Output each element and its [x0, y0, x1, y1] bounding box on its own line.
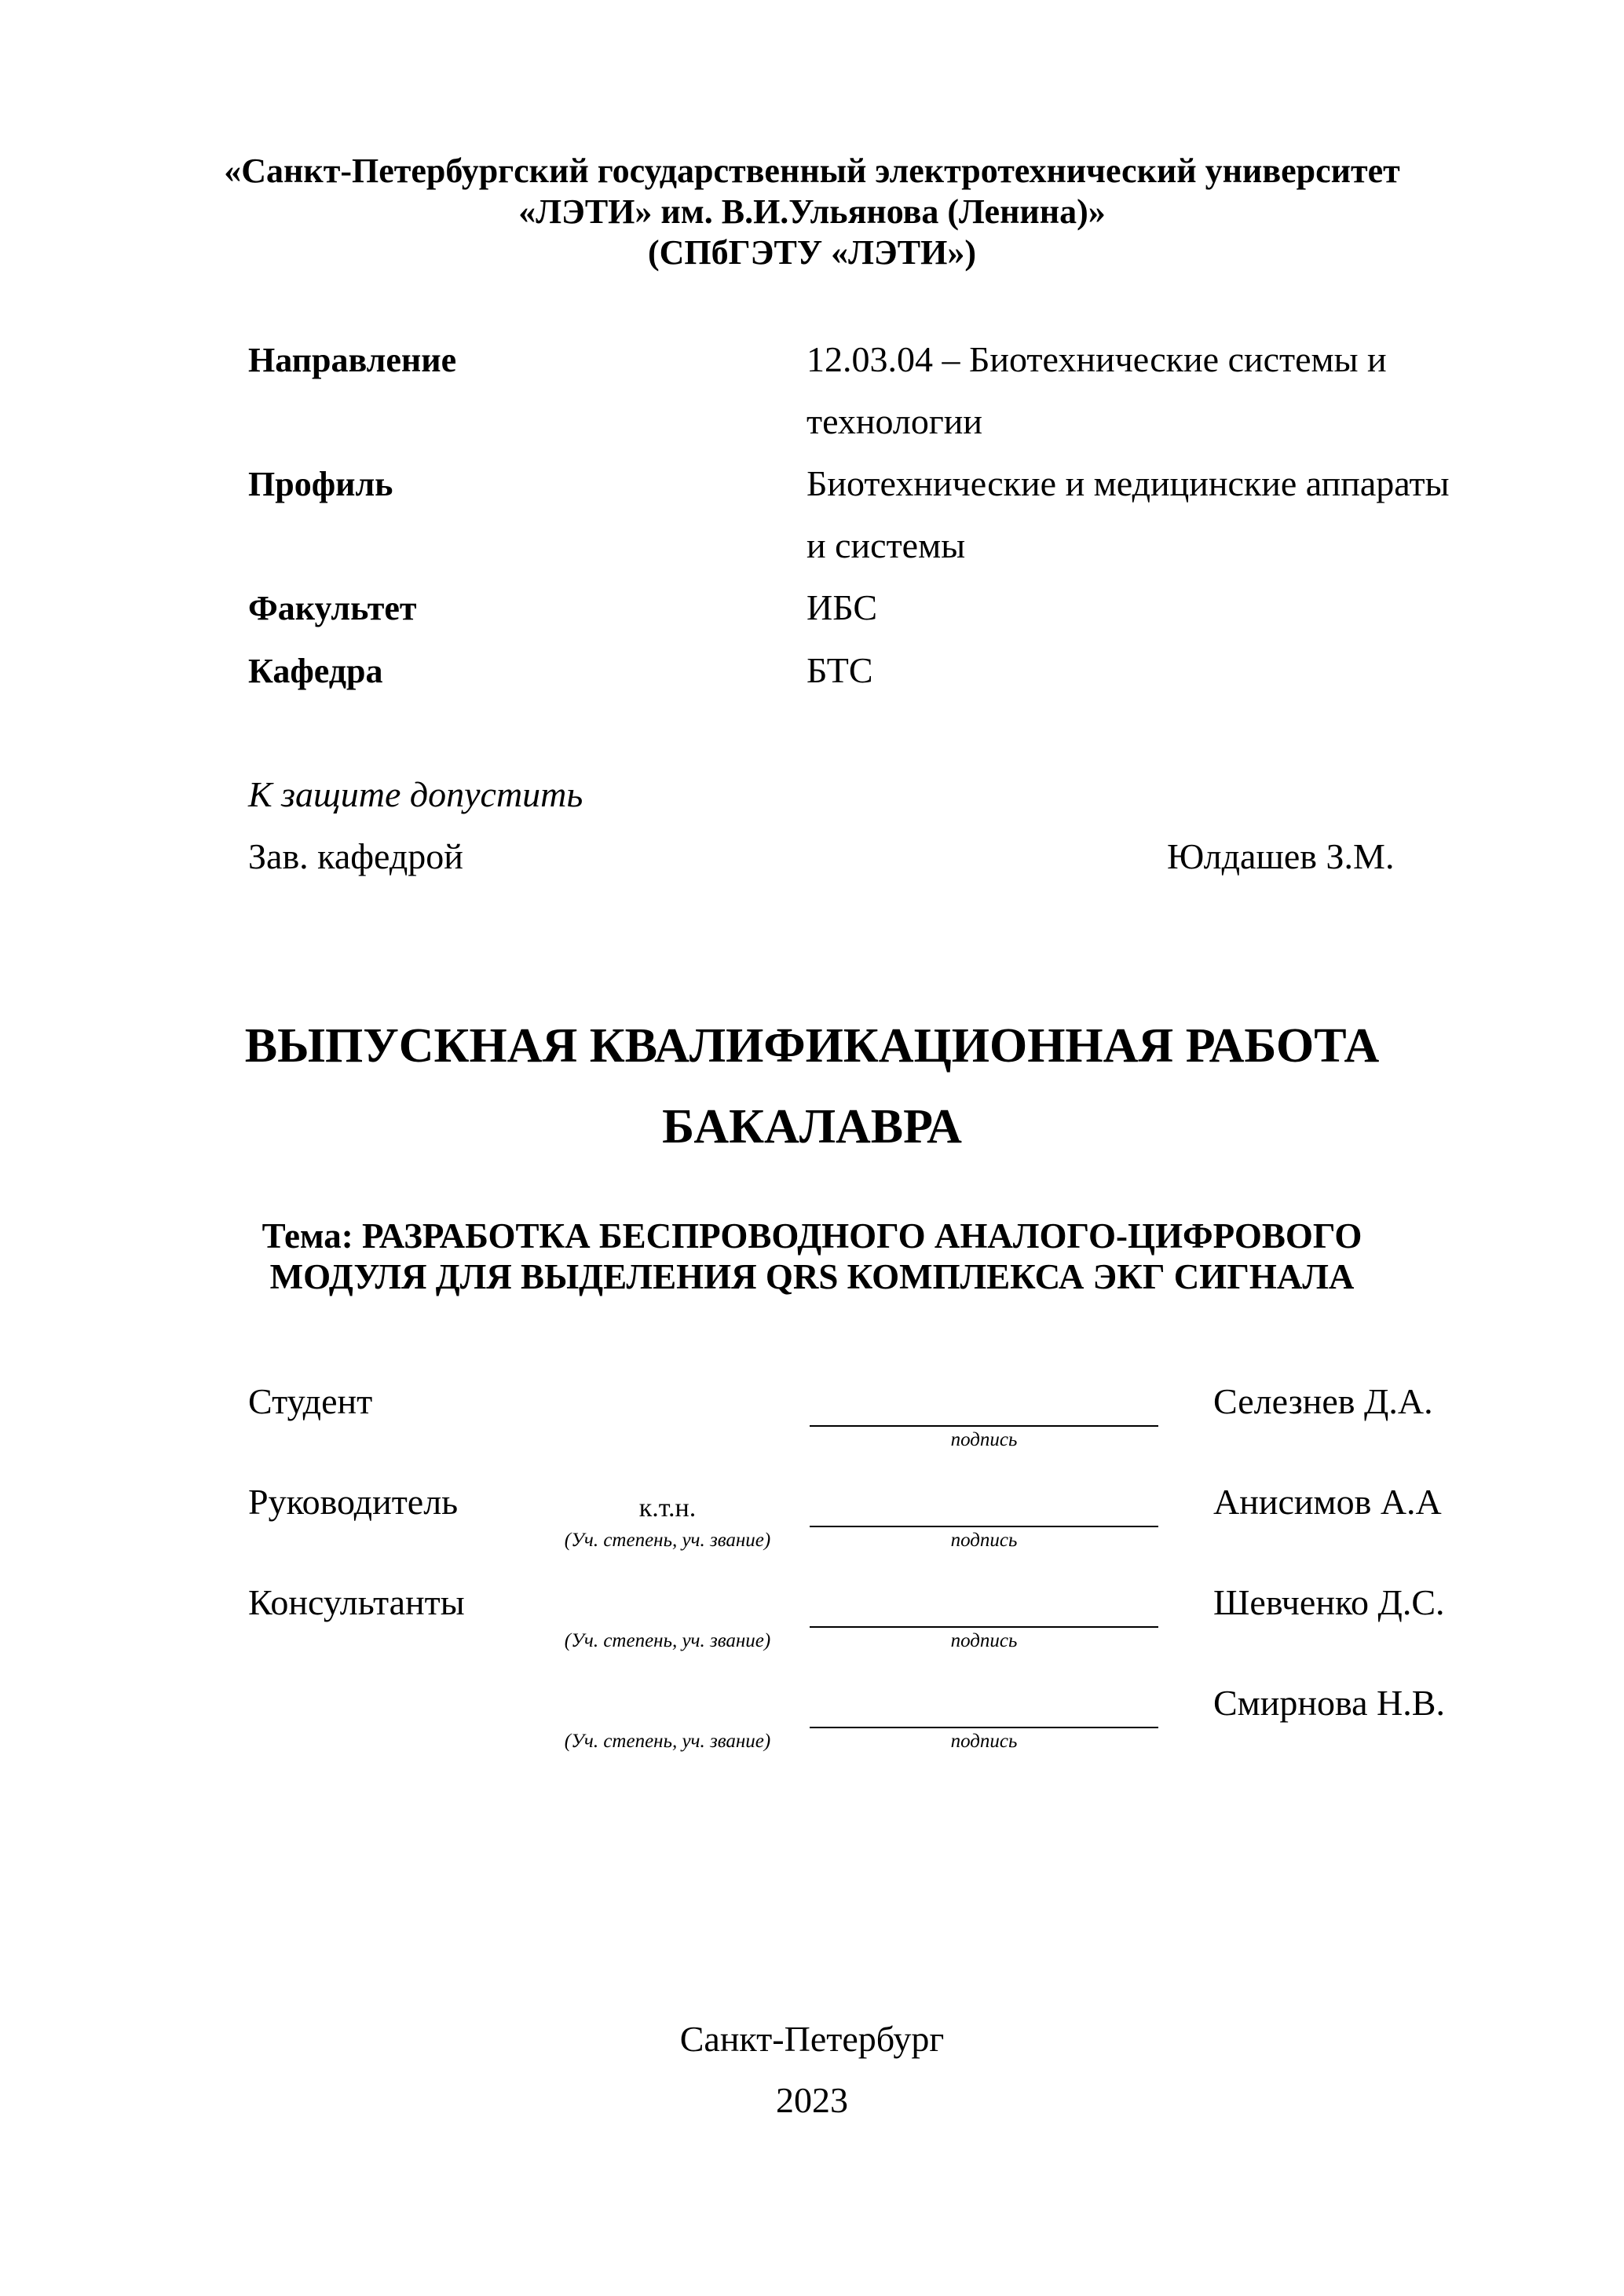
head-of-department-name: Юлдашев З.М. — [1167, 836, 1395, 876]
department-value: БТС — [807, 650, 873, 690]
consultant2-name: Смирнова Н.В. — [1213, 1683, 1445, 1723]
supervisor-label: Руководитель — [248, 1482, 459, 1522]
university-name-line-1: «Санкт-Петербургский государственный электротехнический университет — [224, 152, 1400, 190]
thesis-topic-line-1: Тема: РАЗРАБОТКА БЕСПРОВОДНОГО АНАЛОГО-ЦИФРОВОГО — [262, 1216, 1362, 1256]
admit-to-defense: К защите допустить — [248, 774, 583, 814]
thesis-topic-line-2: МОДУЛЯ ДЛЯ ВЫДЕЛЕНИЯ QRS КОМПЛЕКСА ЭКГ СИГНАЛА — [269, 1257, 1355, 1296]
supervisor-signature-caption: подпись — [950, 1530, 1018, 1551]
profile-value-line-1: Биотехнические и медицинские аппараты — [807, 463, 1450, 503]
consultant1-signature-line — [810, 1626, 1158, 1628]
supervisor-degree-caption: (Уч. степень, уч. звание) — [564, 1530, 771, 1551]
consultant2-degree-caption: (Уч. степень, уч. звание) — [564, 1731, 771, 1752]
faculty-label: Факультет — [248, 589, 417, 627]
department-label: Кафедра — [248, 652, 383, 690]
faculty-value: ИБС — [807, 587, 878, 627]
direction-label: Направление — [248, 341, 457, 379]
supervisor-signature-line — [810, 1526, 1158, 1527]
direction-value-line-2: технологии — [807, 401, 982, 441]
consultants-label: Консультанты — [248, 1582, 465, 1622]
supervisor-name: Анисимов А.А — [1213, 1482, 1442, 1522]
year: 2023 — [776, 2080, 848, 2120]
thesis-topic — [0, 1216, 1624, 1297]
consultant2-signature-caption: подпись — [950, 1731, 1018, 1752]
thesis-title-line-1: ВЫПУСКНАЯ КВАЛИФИКАЦИОННАЯ РАБОТА — [244, 1019, 1380, 1073]
student-label: Студент — [248, 1381, 373, 1421]
university-header — [0, 151, 1624, 273]
consultant2-signature-line — [810, 1727, 1158, 1728]
student-signature-caption: подпись — [950, 1429, 1018, 1450]
student-signature-line — [810, 1425, 1158, 1427]
consultant1-signature-caption: подпись — [950, 1630, 1018, 1651]
university-abbreviation: (СПбГЭТУ «ЛЭТИ») — [648, 233, 976, 272]
city: Санкт-Петербург — [679, 2019, 945, 2059]
university-name-line-2: «ЛЭТИ» им. В.И.Ульянова (Ленина)» — [518, 192, 1106, 231]
consultant1-name: Шевченко Д.С. — [1213, 1582, 1445, 1622]
consultant1-degree-caption: (Уч. степень, уч. звание) — [564, 1630, 771, 1651]
profile-label: Профиль — [248, 465, 393, 503]
supervisor-degree: к.т.н. — [638, 1493, 697, 1523]
student-name: Селезнев Д.А. — [1213, 1381, 1433, 1421]
thesis-title-line-2: БАКАЛАВРА — [662, 1100, 962, 1153]
profile-value-line-2: и системы — [807, 525, 966, 565]
direction-value-line-1: 12.03.04 – Биотехнические системы и — [807, 339, 1387, 379]
head-of-department-label: Зав. кафедрой — [248, 836, 463, 876]
